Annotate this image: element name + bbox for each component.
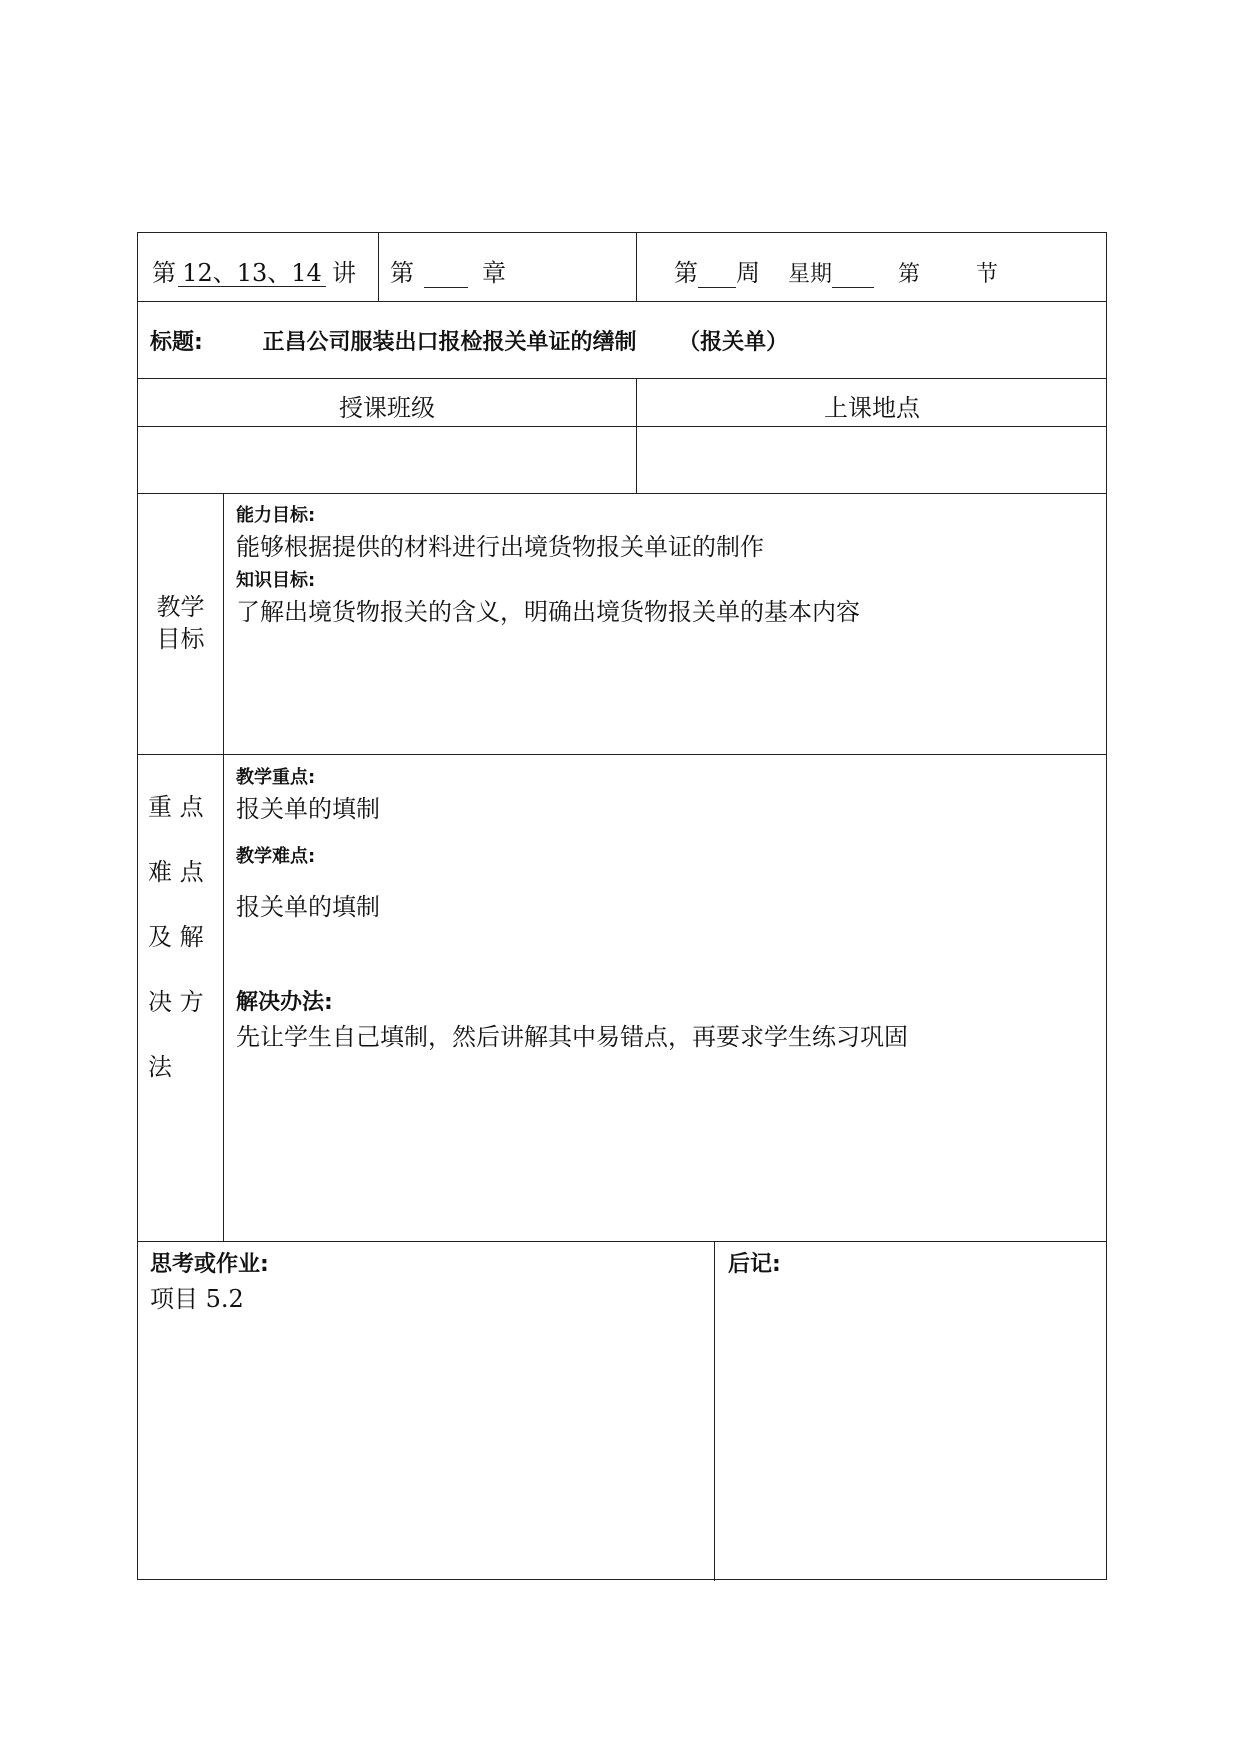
- keypoints-label-line: 难 点: [148, 858, 204, 886]
- row-divider: [138, 426, 1106, 427]
- ability-text: 能够根据提供的材料进行出境货物报关单证的制作: [236, 533, 764, 561]
- keypoints-side-label: [148, 775, 204, 1100]
- col-divider: [636, 233, 637, 301]
- keypoints-label-line: 及 解: [148, 923, 204, 951]
- col-divider: [223, 493, 224, 1241]
- col-divider: [378, 233, 379, 301]
- solution-text: 先让学生自己填制，然后讲解其中易错点，再要求学生练习巩固: [236, 1023, 908, 1051]
- row-divider: [138, 754, 1106, 755]
- row-divider: [138, 378, 1106, 379]
- title-label: 标题:: [150, 330, 203, 355]
- class-value[interactable]: [150, 443, 620, 473]
- week-suffix: 周: [736, 259, 760, 287]
- ability-label: 能力目标:: [236, 505, 316, 526]
- knowledge-label: 知识目标:: [236, 570, 316, 591]
- keypoints-label-line: 重 点: [148, 793, 204, 821]
- weekday-label: 星期: [788, 262, 833, 287]
- location-label: 上课地点: [824, 394, 920, 422]
- week-number: [698, 261, 736, 288]
- section-prefix: 第: [898, 262, 921, 287]
- row-divider: [138, 493, 1106, 494]
- objectives-side-label: [138, 591, 223, 655]
- chapter-number: [424, 261, 468, 288]
- weekday-value: [832, 263, 874, 288]
- postscript-label: 后记:: [728, 1252, 781, 1277]
- knowledge-text: 了解出境货物报关的含义，明确出境货物报关单的基本内容: [236, 598, 860, 626]
- schedule-cell: [674, 253, 998, 288]
- objectives-label-line2: 目标: [156, 625, 205, 653]
- solution-label: 解决办法:: [236, 990, 333, 1015]
- lecture-suffix: 讲: [332, 259, 356, 287]
- lecture-cell: [152, 253, 356, 288]
- lesson-title-row: [150, 325, 788, 356]
- lesson-plan-table: [137, 232, 1107, 1580]
- week-prefix: 第: [674, 259, 698, 287]
- section-suffix: 节: [976, 262, 999, 287]
- chapter-prefix: 第: [390, 259, 414, 287]
- difficulty-text: 报关单的填制: [236, 893, 380, 921]
- homework-label: 思考或作业:: [150, 1252, 269, 1277]
- lecture-prefix: 第: [152, 259, 176, 287]
- row-divider: [138, 301, 1106, 302]
- location-value[interactable]: [648, 443, 1098, 473]
- chapter-cell: [390, 253, 506, 288]
- focus-label: 教学重点:: [236, 767, 316, 788]
- lesson-title: 正昌公司服装出口报检报关单证的缮制: [262, 330, 637, 355]
- objectives-label-line1: 教学: [156, 593, 205, 621]
- col-divider: [714, 1241, 715, 1581]
- postscript-text[interactable]: [728, 1279, 1088, 1559]
- homework-text: 项目 5.2: [150, 1285, 244, 1313]
- difficulty-label: 教学难点:: [236, 846, 316, 867]
- row-divider: [138, 1241, 1106, 1242]
- keypoints-label-line: 决 方: [148, 988, 204, 1016]
- class-label: 授课班级: [339, 394, 435, 422]
- focus-text: 报关单的填制: [236, 795, 380, 823]
- lesson-title-note: （报关单）: [678, 330, 789, 355]
- lecture-numbers: 12、13、14: [178, 260, 326, 287]
- chapter-suffix: 章: [482, 259, 506, 287]
- keypoints-label-line: 法: [148, 1053, 172, 1081]
